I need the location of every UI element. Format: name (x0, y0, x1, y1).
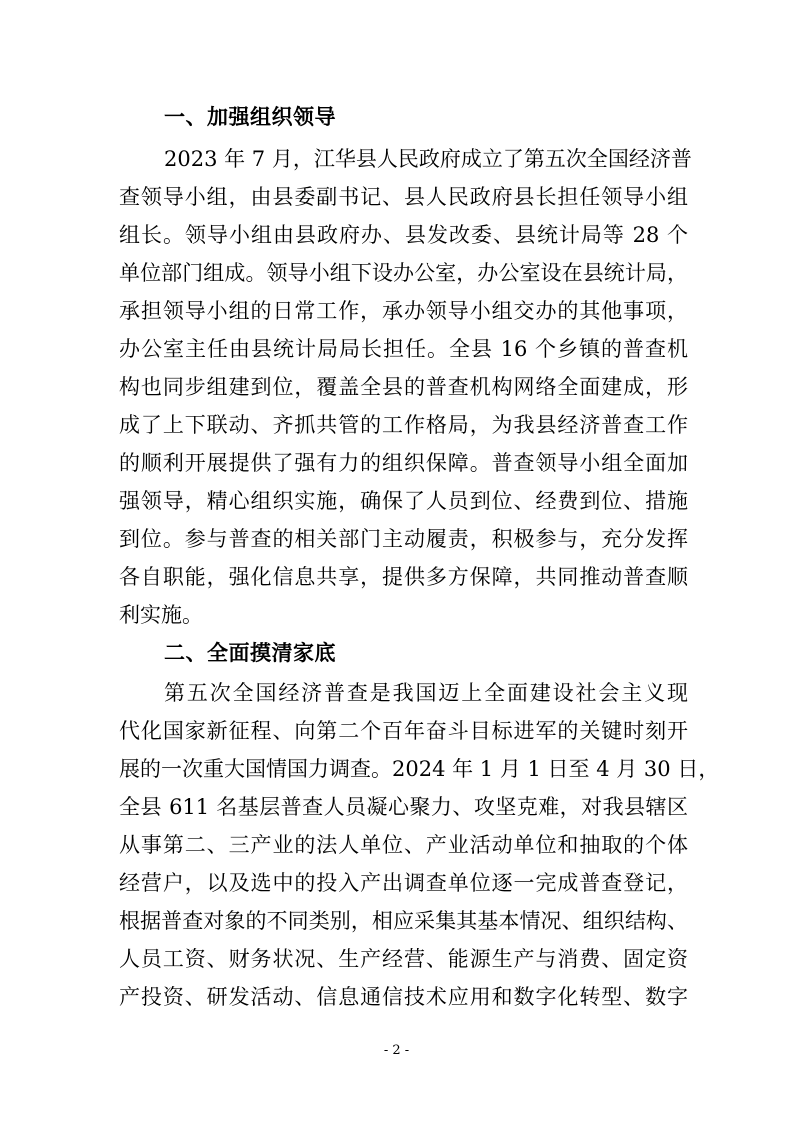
section-2-line-6: 经营户，以及选中的投入产出调查单位逐一完成普查登记， (119, 871, 688, 895)
section-2-heading: 二、全面摸清家底 (164, 641, 336, 665)
section-1-line-2: 查领导小组，由县委副书记、县人民政府县长担任领导小组 (119, 185, 688, 209)
section-1-line-6: 办公室主任由县统计局局长担任。全县 16 个乡镇的普查机 (119, 337, 688, 361)
page-number: - 2 - (383, 1043, 410, 1058)
section-1-line-3: 组长。领导小组由县政府办、县发改委、县统计局等 28 个 (119, 223, 688, 247)
section-1-line-4: 单位部门组成。领导小组下设办公室，办公室设在县统计局， (119, 261, 688, 285)
section-2-line-3: 展的一次重大国情国力调查。2024 年 1 月 1 日至 4 月 30 日， (119, 757, 720, 781)
section-1-line-12: 各自职能，强化信息共享，提供多方保障，共同推动普查顺 (119, 565, 688, 589)
section-1-line-9: 的顺利开展提供了强有力的组织保障。普查领导小组全面加 (119, 451, 688, 475)
section-2-line-5: 从事第二、三产业的法人单位、产业活动单位和抽取的个体 (119, 833, 688, 857)
section-2-line-9: 产投资、研发活动、信息通信技术应用和数字化转型、数字 (119, 985, 688, 1009)
section-1-line-11: 到位。参与普查的相关部门主动履责，积极参与，充分发挥 (119, 527, 688, 551)
section-2-line-7: 根据普查对象的不同类别，相应采集其基本情况、组织结构、 (119, 909, 688, 933)
section-2-line-4: 全县 611 名基层普查人员凝心聚力、攻坚克难，对我县辖区 (119, 795, 688, 819)
section-2-line-1: 第五次全国经济普查是我国迈上全面建设社会主义现 (164, 681, 688, 705)
section-2-line-8: 人员工资、财务状况、生产经营、能源生产与消费、固定资 (119, 947, 688, 971)
section-1-line-5: 承担领导小组的日常工作，承办领导小组交办的其他事项， (119, 299, 688, 323)
section-1-line-8: 成了上下联动、齐抓共管的工作格局，为我县经济普查工作 (119, 413, 688, 437)
section-1-line-1: 2023 年 7 月，江华县人民政府成立了第五次全国经济普 (164, 147, 692, 171)
section-1-line-13: 利实施。 (119, 603, 203, 627)
section-1-heading: 一、加强组织领导 (164, 105, 336, 129)
section-1-line-7: 构也同步组建到位，覆盖全县的普查机构网络全面建成，形 (119, 375, 688, 399)
section-2-line-2: 代化国家新征程、向第二个百年奋斗目标进军的关键时刻开 (119, 719, 688, 743)
section-1-line-10: 强领导，精心组织实施，确保了人员到位、经费到位、措施 (119, 489, 688, 513)
